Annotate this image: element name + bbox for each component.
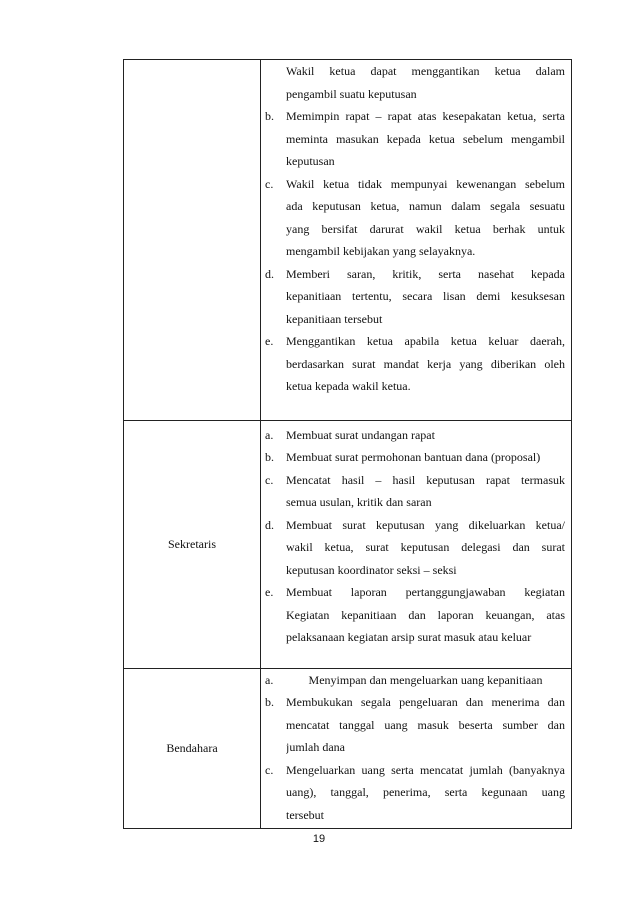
item-line: keputusan [286,154,335,168]
list-item [265,60,565,105]
role-cell [124,60,261,421]
list-item [265,669,565,692]
item-line: berdasarkan surat mandat kerja yang diberikan oleh [286,356,565,371]
table-row-sekretaris [124,420,572,668]
item-line: Membuat laporan pertanggungjawaban kegiatan [286,585,565,599]
list-item [265,330,565,398]
item-line: Memberi saran, kritik, serta nasehat kepada [286,266,565,281]
item-marker: c. [265,762,274,777]
list-item [265,424,565,447]
item-line: wakil ketua, surat keputusan delegasi dan surat [286,540,565,554]
table-row-bendahara [124,668,572,829]
duties-cell [261,60,572,421]
item-line: uang), tanggal, penerima, serta kegunaan uang [286,785,565,799]
item-line: Mengeluarkan uang serta mencatat jumlah (banyaknya [286,762,565,777]
item-line: yang bersifat darurat wakil ketua berhak untuk [286,221,565,236]
item-line: Wakil ketua dapat menggantikan ketua dalam [286,64,565,78]
item-marker: b. [265,109,274,123]
item-marker: e. [265,585,274,599]
role-cell: Bendahara [124,668,261,829]
item-line: Kegiatan kepanitiaan dan laporan keuangan, atas [286,607,565,622]
item-line: kepanitiaan tersebut [286,311,383,326]
organization-duties-table [123,59,572,829]
list-item [265,759,565,827]
item-line: Wakil ketua tidak mempunyai kewenangan sebelum [286,176,565,191]
item-line: keputusan koordinator seksi – seksi [286,562,457,577]
list-item [265,581,565,649]
item-line: Menyimpan dan mengeluarkan uang kepanitiaan [308,672,543,687]
item-line: Membuat surat permohonan bantuan dana (proposal) [286,450,541,464]
item-line: semua usulan, kritik dan saran [286,495,432,509]
list-item [265,173,565,263]
item-marker: c. [265,176,274,191]
item-line: meminta masukan kepada ketua sebelum mengambil [286,131,565,146]
item-line: Menggantikan ketua apabila ketua keluar daerah, [286,334,565,348]
item-line: pelaksanaan kegiatan arsip surat masuk atau keluar [286,630,532,644]
item-marker: d. [265,517,274,532]
item-line: ketua kepada wakil ketua. [286,379,411,393]
item-line: jumlah dana [286,740,345,754]
item-marker: d. [265,266,274,281]
item-line: Mencatat hasil – hasil keputusan rapat termasuk [286,472,565,487]
item-marker: c. [265,472,274,487]
item-line: Membukukan segala pengeluaran dan menerima dan [286,695,565,709]
item-line: kepanitiaan tertentu, secara lisan demi kesuksesan [286,289,565,303]
item-line: ada keputusan ketua, namun dalam segala sesuatu [286,199,565,213]
list-item [265,691,565,759]
item-marker: e. [265,334,274,348]
table-row-wakil-ketua [124,60,572,421]
item-marker: a. [265,427,274,442]
page-number: 19 [312,833,326,845]
item-line: Membuat surat undangan rapat [286,427,435,442]
list-item [265,469,565,514]
duties-cell [261,668,572,829]
list-item [265,263,565,331]
item-marker: b. [265,450,274,464]
role-cell: Sekretaris [124,420,261,668]
item-line: mencatat tanggal uang masuk beserta sumber dan [286,717,565,732]
item-line: tersebut [286,807,324,822]
list-item [265,446,565,469]
item-marker: b. [265,695,274,709]
item-line: Memimpin rapat – rapat atas kesepakatan ketua, serta [286,109,565,123]
list-item [265,514,565,582]
item-line: pengambil suatu keputusan [286,86,417,101]
list-item [265,105,565,173]
item-line: Membuat surat keputusan yang dikeluarkan ketua/ [286,517,565,532]
duties-cell [261,420,572,668]
item-line: mengambil kebijakan yang selayaknya. [286,244,476,258]
item-marker: a. [265,672,274,687]
